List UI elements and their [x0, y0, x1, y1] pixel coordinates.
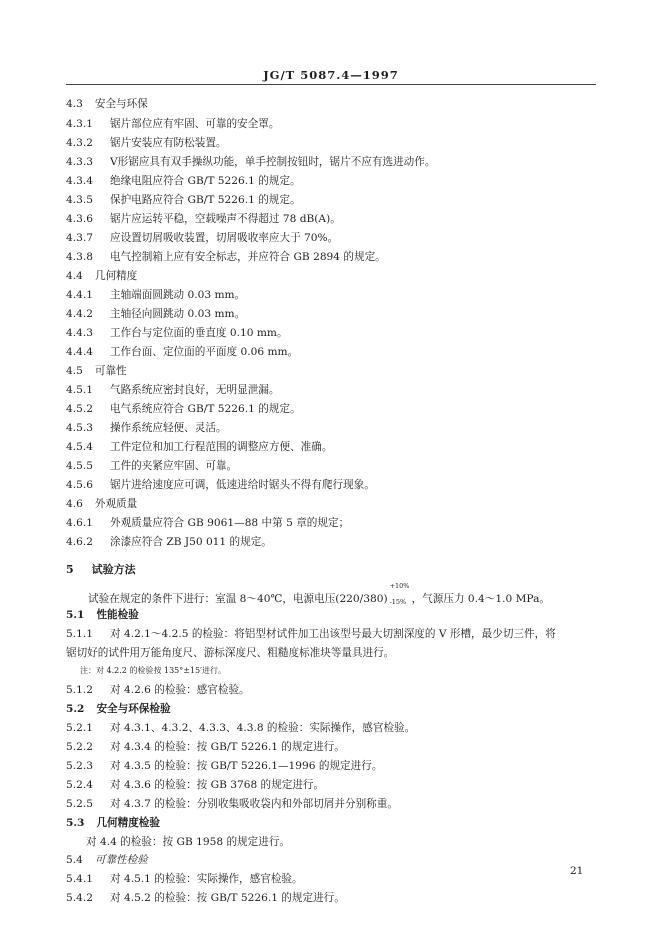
section-heading: 5.3 几何精度检验	[66, 817, 160, 829]
section-heading: 4.3 安全与环保	[66, 98, 148, 110]
page-number: 21	[570, 865, 584, 877]
header-rule	[66, 84, 596, 85]
section-heading: 5.2 安全与环保检验	[66, 703, 171, 715]
voltage-tolerance-upper: +10%	[389, 582, 410, 590]
standard-header: JG/T 5087.4—1997	[263, 68, 399, 82]
intro-paragraph	[88, 582, 550, 606]
note: 注：对 4.2.2 的检验按 135°±15′进行。	[80, 666, 226, 675]
section-body: 对 4.4 的检验：按 GB 1958 的规定进行。	[86, 836, 291, 848]
section-heading: 5.1 性能检验	[66, 609, 139, 621]
section-heading: 4.6 外观质量	[66, 498, 138, 510]
voltage-tolerance-lower: -15%	[389, 598, 407, 606]
chapter-heading: 5 试验方法	[66, 563, 136, 576]
section-heading: 5.4 可靠性检验	[66, 854, 148, 866]
section-heading: 4.5 可靠性	[66, 365, 127, 377]
continuation-line: 锯切好的试件用万能角度尺、游标深度尺、粗糙度标准块等量具进行。	[66, 647, 395, 659]
intro-tail: ，气源压力 0.4～1.0 MPa。	[411, 593, 550, 605]
intro-text: 试验在规定的条件下进行：室温 8～40℃，电源电压(220/380)	[88, 593, 388, 605]
section-heading: 4.4 几何精度	[66, 270, 138, 282]
